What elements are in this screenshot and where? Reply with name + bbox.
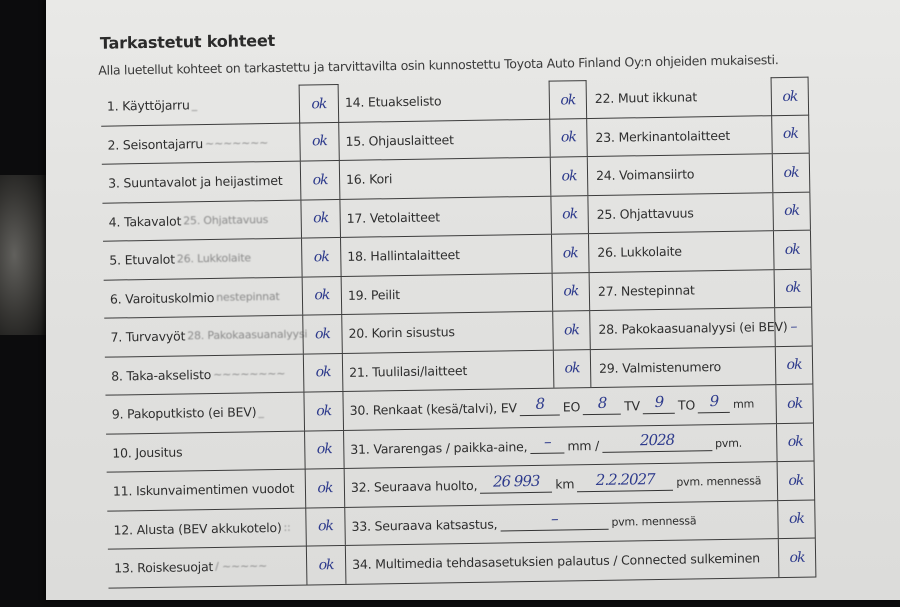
check-box[interactable] (778, 539, 817, 577)
check-box[interactable] (303, 392, 344, 430)
check-box[interactable] (772, 192, 811, 230)
item-label: 9. Pakoputkisto (ei BEV) _ (111, 404, 264, 422)
checklist-grid (101, 77, 817, 589)
item-label: 14. Etuakselisto (344, 93, 442, 111)
item-label: 33. Seuraava katsastus, (351, 516, 498, 534)
handwritten-mark: ok (782, 88, 798, 105)
item-label: 25. Ohjattavuus (596, 205, 694, 222)
handwritten-mark: ok (317, 518, 334, 535)
item-label: 20. Korin sisustus (348, 324, 455, 342)
check-box[interactable] (551, 234, 590, 272)
item-label: 32. Seuraava huolto, (350, 478, 478, 496)
service-km-field[interactable]: 26 993 (480, 476, 552, 493)
handwritten-mark: ok (317, 479, 333, 497)
check-box[interactable] (776, 423, 815, 461)
check-box[interactable] (774, 308, 813, 346)
item-label: 19. Peilit (347, 286, 400, 303)
handwritten-mark: ok (561, 167, 577, 185)
handwritten-mark: ok (314, 287, 330, 304)
handwritten-mark: ok (563, 321, 580, 339)
check-box[interactable] (771, 115, 810, 153)
check-box[interactable] (775, 346, 814, 384)
item-label: 21. Tuulilasi/laitteet (349, 362, 468, 380)
service-date-field[interactable]: 2.2.2027 (577, 475, 673, 493)
handwritten-mark: ok (312, 171, 328, 189)
item-label: 5. Etuvalot 26. Lukkolaite (109, 251, 252, 268)
handwritten-mark: ok (562, 206, 578, 223)
car-seat-background (0, 175, 48, 335)
inspection-form-paper (46, 0, 900, 600)
handwritten-mark: ok (313, 210, 329, 227)
handwritten-mark: – (790, 318, 797, 335)
check-box[interactable] (550, 157, 589, 195)
item-label: 31. Vararengas / paikka-aine, (350, 438, 528, 457)
form-title: Tarkastetut kohteet (99, 30, 276, 53)
item-label: 30. Renkaat (kesä/talvi), EV (349, 400, 517, 419)
check-box[interactable] (302, 315, 343, 353)
item-label: 23. Merkinantolaitteet (595, 127, 731, 145)
handwritten-mark: ok (315, 364, 331, 381)
handwritten-mark: ok (316, 441, 332, 458)
handwritten-mark: ok (787, 433, 803, 451)
handwritten-mark: ok (316, 402, 332, 420)
check-box[interactable] (300, 199, 341, 237)
ev-field[interactable]: 8 (520, 399, 560, 416)
item-label: 18. Hallintalaitteet (347, 247, 460, 265)
handwritten-mark: ok (784, 241, 800, 258)
check-box[interactable] (777, 500, 816, 538)
item-label: 7. Turvavyöt 28. Pakokaasuanalyysi (110, 327, 308, 345)
item-label: 4. Takavalot 25. Ohjattavuus (108, 212, 269, 230)
item-label: 2. Seisontajarru ~~~~~~~ (107, 135, 269, 153)
handwritten-mark: ok (313, 248, 329, 266)
check-box[interactable] (774, 269, 813, 307)
check-box[interactable] (299, 122, 340, 160)
item-label: 28. Pakokaasuanalyysi (ei BEV) (598, 319, 788, 338)
tyres-item: 30. Renkaat (kesä/talvi), EV 8 EO 8 TV 9 TO 9 mm (349, 391, 755, 419)
item-label: 29. Valmistenumero (598, 358, 722, 376)
handwritten-mark: ok (560, 92, 576, 109)
handwritten-mark: ok (560, 129, 577, 146)
check-box[interactable] (773, 231, 812, 269)
handwritten-mark: ok (785, 279, 801, 297)
item-label: 15. Ohjauslaitteet (345, 131, 454, 149)
handwritten-mark: ok (564, 360, 580, 377)
item-label: 24. Voimansiirto (595, 166, 695, 184)
multimedia-reset-item (346, 539, 783, 583)
check-box[interactable] (553, 350, 592, 388)
handwritten-mark: ok (311, 95, 327, 113)
next-inspection-item: 33. Seuraava katsastus, – pvm. mennessä (351, 509, 697, 534)
eo-field[interactable]: 8 (583, 398, 621, 415)
to-field[interactable]: 9 (698, 397, 730, 414)
spare-date-field[interactable]: 2028 (602, 435, 712, 453)
check-box[interactable] (775, 385, 814, 423)
check-box[interactable] (304, 430, 345, 468)
check-box[interactable] (552, 311, 591, 349)
check-box[interactable] (549, 80, 588, 119)
next-service-item: 32. Seuraava huolto, 26 993 km 2.2.2027 pvm. mennessä (350, 469, 762, 496)
check-box[interactable] (771, 77, 810, 116)
spare-tyre-item: 31. Vararengas / paikka-aine, – mm / 2028 pvm. (350, 430, 743, 457)
handwritten-mark: ok (314, 325, 331, 343)
item-label: 11. Iskunvaimentimen vuodot (112, 480, 295, 499)
item-label: 8. Taka-akselisto ~~~~~~~~ (111, 366, 286, 384)
handwritten-mark: ok (788, 472, 804, 489)
check-box[interactable] (305, 507, 346, 545)
handwritten-mark: ok (789, 549, 805, 566)
item-label: 6. Varoituskolmio nestepinnat (109, 289, 280, 307)
check-box[interactable] (302, 276, 343, 314)
item-label: 26. Lukkolaite (597, 243, 682, 261)
item-label: 12. Alusta (BEV akkukotelo) :: (113, 519, 291, 538)
check-box[interactable] (772, 154, 811, 192)
form-subtitle: Alla luetellut kohteet on tarkastettu ja tarvittavilta osin kunnostettu Toyota Auto Finland Oy:n ohjeiden mukaisesti. (98, 52, 779, 78)
tv-field[interactable]: 9 (643, 397, 675, 414)
check-box[interactable] (301, 238, 342, 276)
item-label: 17. Vetolaitteet (346, 209, 440, 226)
handwritten-mark: ok (311, 133, 328, 150)
handwritten-mark: ok (788, 510, 805, 528)
check-box[interactable] (549, 119, 588, 157)
check-box[interactable] (306, 546, 347, 584)
handwritten-mark: ok (563, 283, 579, 300)
spare-mm-field[interactable]: – (530, 438, 564, 455)
handwritten-mark: ok (782, 126, 799, 143)
item-label: 3. Suuntavalot ja heijastimet (108, 173, 283, 191)
item-label: 34. Multimedia tehdasasetuksien palautus / Connected sulkeminen (352, 550, 761, 573)
item-label: 1. Käyttöjarru _ (106, 97, 198, 114)
item-label: 16. Kori (345, 171, 393, 188)
inspection-date-field[interactable]: – (500, 514, 608, 532)
handwritten-mark: ok (562, 244, 578, 262)
check-box[interactable] (303, 353, 344, 391)
check-box[interactable] (299, 84, 340, 123)
check-box[interactable] (550, 196, 589, 234)
handwritten-mark: ok (784, 203, 800, 220)
item-label: 10. Jousitus (112, 444, 183, 461)
check-box[interactable] (777, 462, 816, 500)
item-label: 27. Nestepinnat (597, 282, 695, 299)
check-box[interactable] (552, 273, 591, 311)
handwritten-mark: ok (787, 395, 803, 412)
item-label: 22. Muut ikkunat (594, 89, 698, 107)
check-box[interactable] (300, 161, 341, 199)
handwritten-mark: ok (786, 356, 802, 374)
item-label: 13. Roiskesuojat / ~~~~~ (114, 559, 268, 576)
check-box[interactable] (305, 469, 346, 507)
handwritten-mark: ok (318, 556, 334, 574)
handwritten-mark: ok (783, 164, 799, 181)
